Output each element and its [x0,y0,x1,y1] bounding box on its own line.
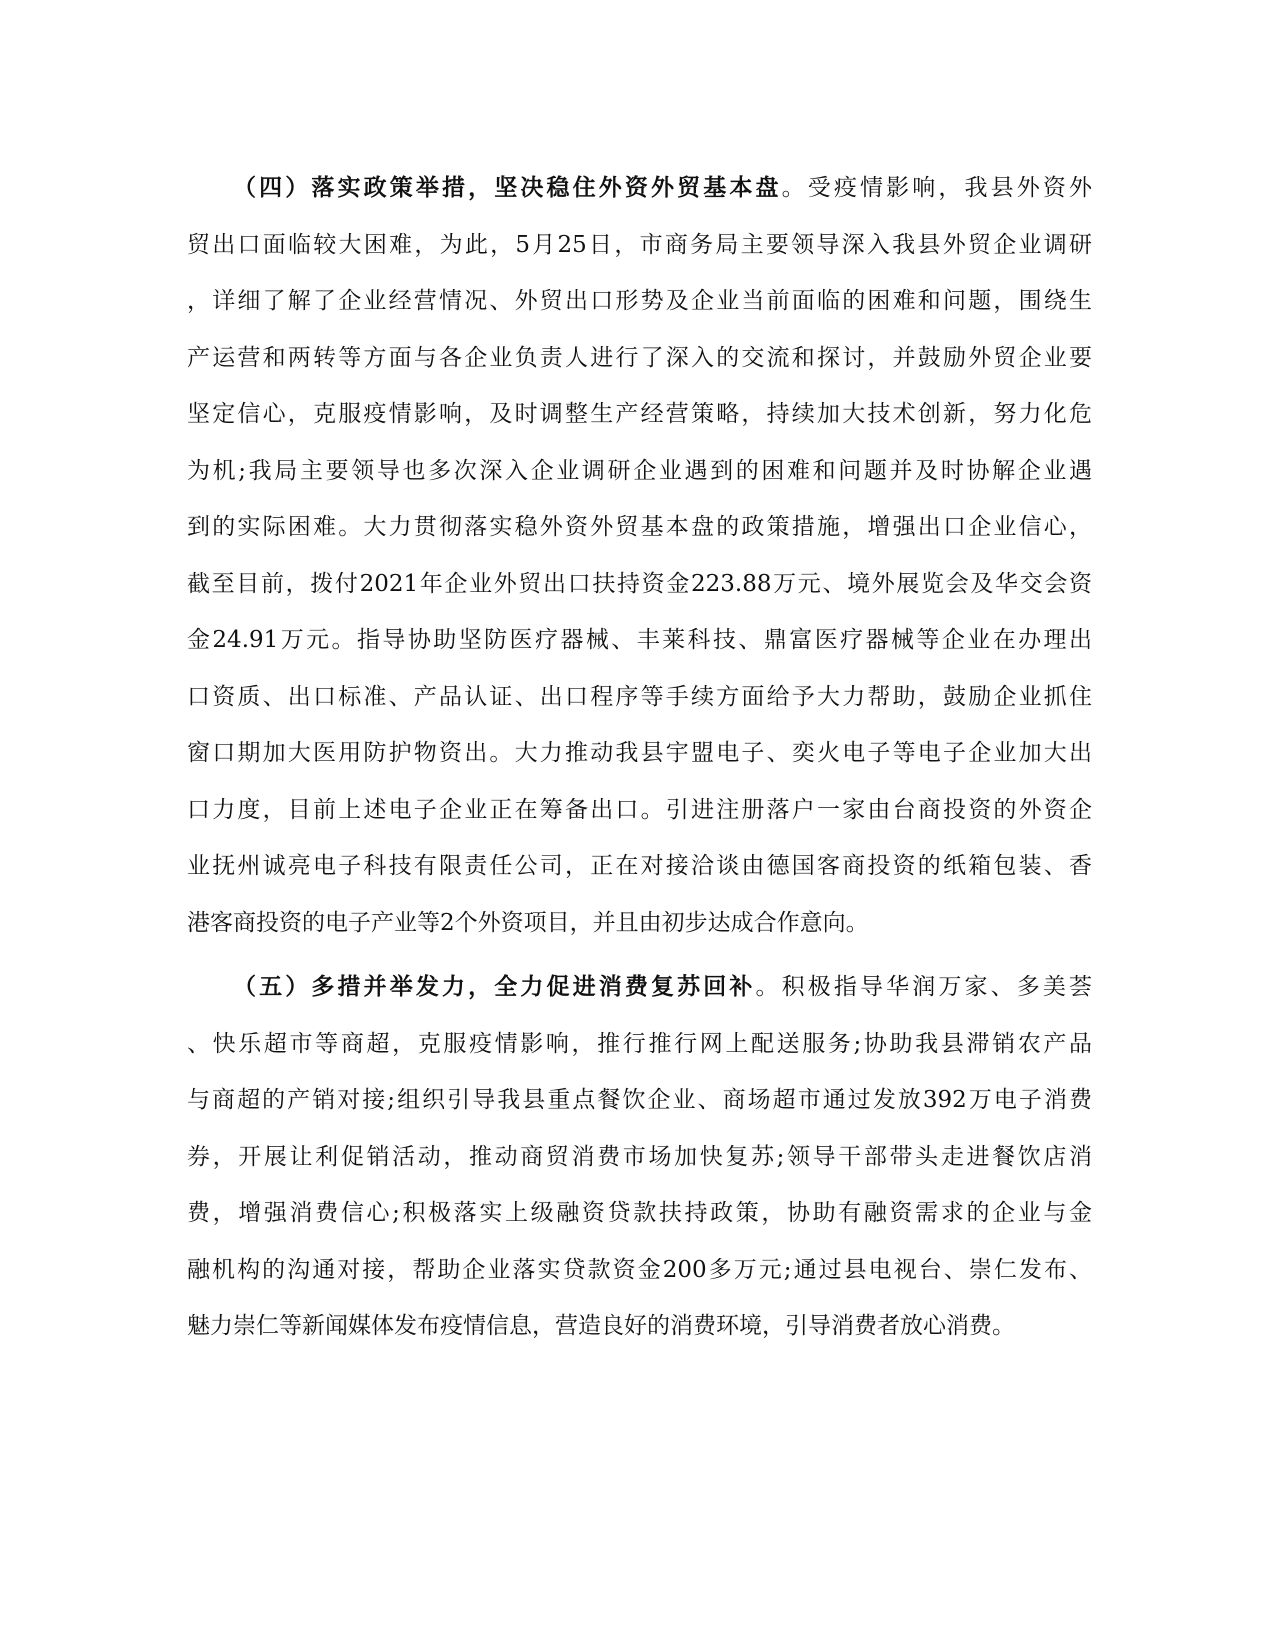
text-line: 到的实际困难。大力贯彻落实稳外资外贸基本盘的政策措施，增强出口企业信心， [187,514,1092,540]
text-line: 产运营和两转等方面与各企业负责人进行了深入的交流和探讨，并鼓励外贸企业要 [187,344,1092,371]
text-line: 券，开展让利促销活动，推动商贸消费市场加快复苏;领导干部带头走进餐饮店消 [187,1143,1092,1170]
text-line: 口资质、出口标准、产品认证、出口程序等手续方面给予大力帮助，鼓励企业抓住 [187,683,1092,710]
text-line: 业抚州诚亮电子科技有限责任公司，正在对接洽谈由德国客商投资的纸箱包装、香 [187,853,1092,879]
text-line: 、快乐超市等商超，克服疫情影响，推行推行网上配送服务;协助我县滞销农产品 [187,1030,1092,1057]
paragraph-gap [187,951,1092,959]
text-line: 。受疫情影响，我县外资外 [781,175,1092,201]
text-line: 坚定信心，克服疫情影响，及时调整生产经营策略，持续加大技术创新，努力化危 [187,401,1092,427]
paragraph-section-4 [187,160,1092,951]
text-line: 魅力崇仁等新闻媒体发布疫情信息，营造良好的消费环境，引导消费者放心消费。 [187,1313,1015,1339]
section-heading: （五）多措并举发力，全力促进消费复苏回补 [233,973,756,1000]
paragraph-first-line [187,160,1092,217]
text-line: 金24.91万元。指导协助坚防医疗器械、丰莱科技、鼎富医疗器械等企业在办理出 [187,627,1092,653]
text-line: 为机;我局主要领导也多次深入企业调研企业遇到的困难和问题并及时协解企业遇 [187,457,1092,484]
paragraph-first-line [187,959,1092,1016]
text-line: 港客商投资的电子产业等2个外资项目，并且由初步达成合作意向。 [187,909,869,936]
text-line: 费，增强消费信心;积极落实上级融资贷款扶持政策，协助有融资需求的企业与金 [187,1200,1092,1226]
document-body [187,160,1092,1355]
paragraph-section-5 [187,959,1092,1355]
text-line: 贸出口面临较大困难，为此，5月25日，市商务局主要领导深入我县外贸企业调研 [187,231,1092,258]
text-line: 截至目前，拨付2021年企业外贸出口扶持资金223.88万元、境外展览会及华交会资 [187,570,1092,597]
text-line: 与商超的产销对接;组织引导我县重点餐饮企业、商场超市通过发放392万电子消费 [187,1087,1092,1113]
text-line: 融机构的沟通对接，帮助企业落实贷款资金200多万元;通过县电视台、崇仁发布、 [187,1256,1092,1283]
text-line: 。积极指导华润万家、多美荟 [755,974,1092,1000]
text-line: ，详细了解了企业经营情况、外贸出口形势及企业当前面临的困难和问题，围绕生 [187,288,1092,314]
text-line: 口力度，目前上述电子企业正在筹备出口。引进注册落户一家由台商投资的外资企 [187,796,1092,823]
text-line: 窗口期加大医用防护物资出。大力推动我县宇盟电子、奕火电子等电子企业加大出 [187,740,1092,766]
section-heading: （四）落实政策举措，坚决稳住外资外贸基本盘 [233,174,782,201]
